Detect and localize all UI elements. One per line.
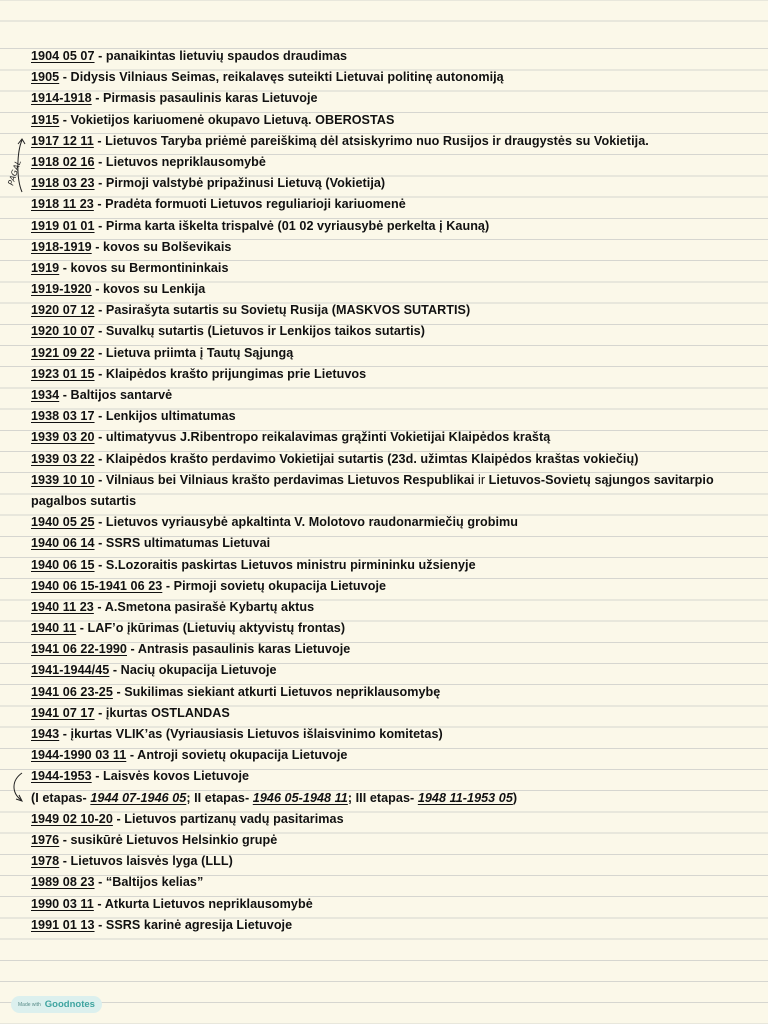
entry-text-plain: ir [478,472,486,487]
entry-date: 1943 [31,727,60,741]
handwritten-pagal-annotation [0,130,30,200]
timeline-entry [31,67,751,88]
entry-text-continued: Lietuvos-Sovietų sąjungos savitarpio [485,472,714,487]
entry-text: - susikūrė Lietuvos Helsinkio grupė [59,832,278,847]
entry-date: 1990 03 11 [31,896,94,911]
entry-text: - “Baltijos kelias” [94,875,204,890]
entry-text: - Lietuvos partizanų vadų pasitarimas [112,811,344,826]
entry-text: - Lietuvos Taryba priėmė pareiškimą dėl atsiskyrimo nuo Rusijos ir draugystės su Vokietija. [93,133,649,148]
entry-date: 1917 12 11 [31,133,94,148]
entry-date: 1941 07 17 [31,705,95,720]
entry-date: 1940 06 14 [31,536,95,551]
timeline-entry [31,597,751,618]
etapai-separator: ; II etapas- [186,790,253,805]
entry-date: 1905 [31,70,60,85]
timeline-entry [31,343,751,364]
timeline-entry-continuation [31,491,751,512]
entry-text: - Sukilimas siekiant atkurti Lietuvos nepriklausomybę [112,684,441,699]
entry-text: - Laisvės kovos Lietuvoje [91,769,250,784]
timeline-entry [31,427,751,448]
goodnotes-badge [11,996,102,1013]
entry-text: - A.Smetona pasirašė Kybartų aktus [93,599,315,614]
entry-date: 1944-1990 03 11 [31,748,127,763]
badge-brand: Goodnotes [44,999,95,1010]
timeline-entry [31,321,751,342]
timeline-entry [31,470,751,491]
entry-text: - Nacių okupacija Lietuvoje [109,663,277,678]
entry-text: - Lietuvos laisvės lyga (LLL) [59,854,233,869]
entry-text: - panaikintas lietuvių spaudos draudimas [94,49,348,63]
timeline-entry [31,46,751,67]
entry-text: - Lenkijos ultimatumas [94,409,236,424]
timeline-entry [31,851,751,872]
timeline-entry [31,533,751,554]
timeline-entry [31,110,751,131]
entry-date: 1923 01 15 [31,366,95,381]
entry-date: 1918 03 23 [31,176,95,191]
etapas-3-dates: 1948 11-1953 05 [417,790,513,805]
entry-date: 1991 01 13 [31,917,95,932]
handwritten-label: PAGAL [6,159,23,187]
entry-text: - Pirmasis pasaulinis karas Lietuvoje [91,91,318,106]
entry-date: 1918 02 16 [31,154,95,169]
entry-date: 1940 06 15-1941 06 23 [31,578,163,593]
timeline-entry [31,512,751,533]
entry-text: - Lietuva priimta į Tautų Sąjungą [94,345,294,360]
entry-date: 1920 10 07 [31,324,95,339]
entry-text: - Antroji sovietų okupacija Lietuvoje [126,748,348,763]
entry-date: 1919 01 01 [31,218,95,233]
entry-text: - Lietuvos vyriausybė apkaltinta V. Molotovo raudonarmiečių grobimu [94,515,519,530]
timeline-list [31,46,751,936]
entry-date: 1941-1944/45 [31,663,110,678]
entry-text: - Klaipėdos krašto prijungimas prie Lietuvos [94,366,367,381]
entry-date: 1919-1920 [31,282,92,297]
entry-text: - Pirmoji sovietų okupacija Lietuvoje [162,578,387,593]
entry-date: 1915 [31,112,60,127]
entry-date: 1939 03 22 [31,451,95,466]
timeline-entry [31,660,751,681]
entry-date: 1939 10 10 [31,472,95,487]
timeline-entry [31,237,751,258]
entry-date: 1920 07 12 [31,303,95,318]
timeline-entry [31,300,751,321]
timeline-entry [31,809,751,830]
entry-text: - Pirmoji valstybė pripažinusi Lietuvą (Vokietija) [94,176,386,191]
entry-date: 1921 09 22 [31,345,95,360]
entry-text: - Atkurta Lietuvos nepriklausomybė [93,896,313,911]
entry-text: - Baltijos santarvė [59,388,173,402]
entry-text: - kovos su Bolševikais [91,239,232,254]
entry-date: 1919 [31,260,60,275]
entry-date: 1940 06 15 [31,557,95,572]
timeline-entry [31,724,751,745]
entry-date: 1918 11 23 [31,197,94,212]
entry-date: 1978 [31,854,60,869]
entry-text: - įkurtas VLIK’as (Vyriausiasis Lietuvos išlaisvinimo komitetas) [59,727,443,741]
badge-made-with: Made with [18,1001,41,1008]
etapai-separator: ; III etapas- [347,790,418,805]
entry-text: - SSRS ultimatumas Lietuvai [94,536,271,551]
entry-text: - LAF’o įkūrimas (Lietuvių aktyvistų frontas) [76,621,346,636]
timeline-entry [31,555,751,576]
entry-date: 1976 [31,832,60,847]
entry-date: 1934 [31,388,60,402]
entry-date: 1940 11 [31,621,77,636]
entry-text: - kovos su Bermontininkais [59,260,229,275]
etapas-2-dates: 1946 05-1948 11 [252,790,348,805]
entry-text: - Vilniaus bei Vilniaus krašto perdavimas Lietuvos Respublikai [94,472,479,487]
timeline-entry [31,216,751,237]
timeline-entry [31,576,751,597]
entry-text: pagalbos sutartis [31,493,137,508]
etapas-1-dates: 1944 07-1946 05 [90,790,187,805]
timeline-entry [31,872,751,893]
timeline-entry [31,406,751,427]
timeline-entry [31,830,751,851]
timeline-entry [31,894,751,915]
timeline-entry [31,449,751,470]
entry-date: 1940 11 23 [31,599,94,614]
entry-text: - Pasirašyta sutartis su Sovietų Rusija (MASKVOS SUTARTIS) [94,303,471,318]
entry-text: - Pirma karta iškelta trispalvė (01 02 vyriausybė perkelta į Kauną) [94,218,490,233]
entry-date: 1944-1953 [31,769,92,784]
timeline-entry [31,364,751,385]
timeline-entry [31,915,751,936]
entry-text: - SSRS karinė agresija Lietuvoje [94,917,293,932]
entry-date: 1940 05 25 [31,515,95,530]
entry-date: 1941 06 23-25 [31,684,113,699]
entry-date: 1938 03 17 [31,409,95,424]
entry-date: 1914-1918 [31,91,92,106]
etapai-open: (I etapas- [31,790,91,805]
timeline-entry [31,618,751,639]
entry-text: - Didysis Vilniaus Seimas, reikalavęs suteikti Lietuvai politinę autonomiją [59,70,504,85]
timeline-entry [31,173,751,194]
timeline-entry [31,131,751,152]
curved-arrow-down-icon [14,773,22,800]
timeline-entry [31,385,751,406]
timeline-entry [31,639,751,660]
entry-text: - kovos su Lenkija [91,282,206,297]
etapai-line [31,788,751,809]
etapai-close: ) [512,790,518,805]
entry-date: 1904 05 07 [31,49,95,63]
entry-text: - įkurtas OSTLANDAS [94,705,230,720]
entry-text: - Suvalkų sutartis (Lietuvos ir Lenkijos taikos sutartis) [94,324,425,339]
entry-date: 1918-1919 [31,239,92,254]
handwritten-arrow-annotation [6,770,32,806]
timeline-entry [31,766,751,787]
timeline-entry [31,88,751,109]
entry-date: 1941 06 22-1990 [31,642,127,657]
timeline-entry [31,703,751,724]
timeline-entry [31,258,751,279]
entry-text: - S.Lozoraitis paskirtas Lietuvos ministru pirmininku užsienyje [94,557,476,572]
entry-date: 1989 08 23 [31,875,95,890]
timeline-entry [31,745,751,766]
entry-text: - Vokietijos kariuomenė okupavo Lietuvą. OBEROSTAS [59,112,395,127]
entry-text: - Antrasis pasaulinis karas Lietuvoje [127,642,351,657]
timeline-entry [31,194,751,215]
entry-date: 1949 02 10-20 [31,811,113,826]
entry-text: - ultimatyvus J.Ribentropo reikalavimas grąžinti Vokietijai Klaipėdos kraštą [94,430,551,445]
entry-text: - Klaipėdos krašto perdavimo Vokietijai sutartis (23d. užimtas Klaipėdos kraštas vokiečių) [94,451,639,466]
timeline-entry [31,682,751,703]
entry-text: - Lietuvos nepriklausomybė [94,154,266,169]
entry-text: - Pradėta formuoti Lietuvos reguliarioji kariuomenė [93,197,406,212]
timeline-entry [31,152,751,173]
entry-date: 1939 03 20 [31,430,95,445]
timeline-entry [31,279,751,300]
